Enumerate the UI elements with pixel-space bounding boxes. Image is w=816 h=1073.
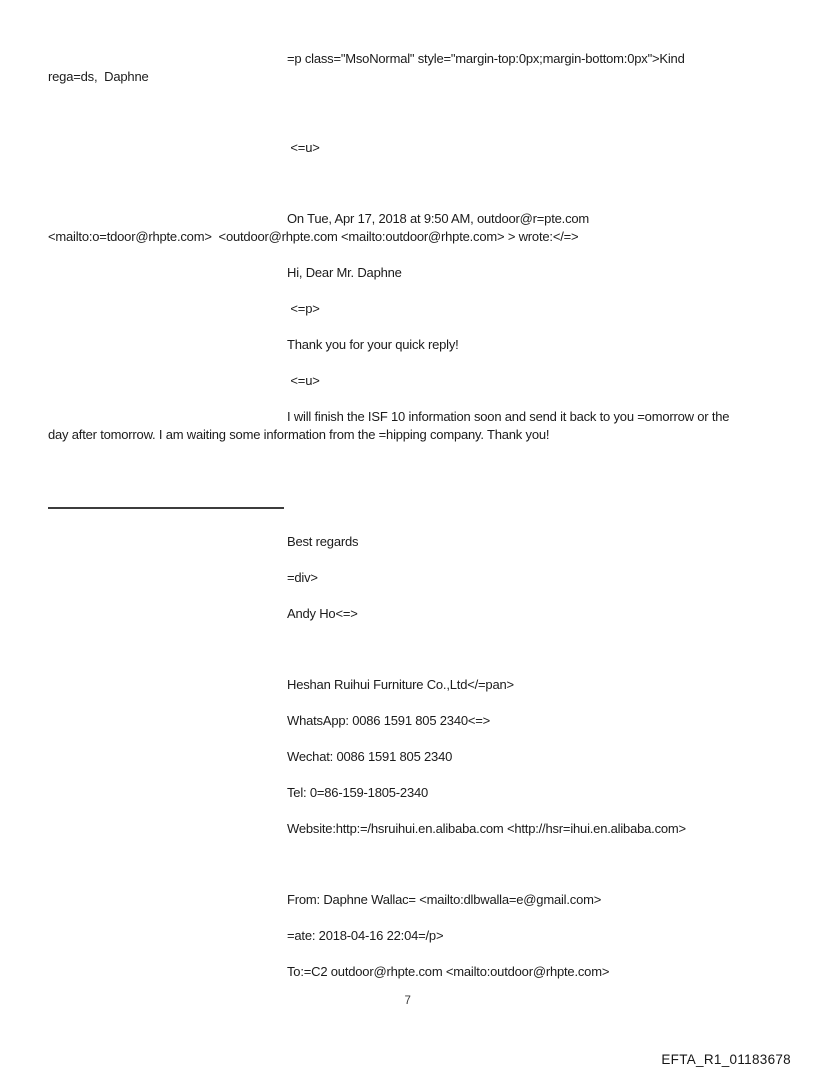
text-line: Thank you for your quick reply! bbox=[287, 337, 459, 352]
page-number: 7 bbox=[404, 995, 412, 1007]
text-line: <mailto:o=tdoor@rhpte.com> <outdoor@rhpte.com <mailto:outdoor@rhpte.com> > wrote:</=> bbox=[48, 229, 579, 244]
text-line: Tel: 0=86-159-1805-2340 bbox=[287, 785, 429, 800]
bates-number: EFTA_R1_01183678 bbox=[661, 1052, 791, 1067]
text-line: day after tomorrow. I am waiting some information from the =hipping company. Thank you! bbox=[48, 427, 550, 442]
text-line: On Tue, Apr 17, 2018 at 9:50 AM, outdoor@r=pte.com bbox=[287, 211, 590, 226]
text-line: Wechat: 0086 1591 805 2340 bbox=[287, 749, 453, 764]
text-line: Hi, Dear Mr. Daphne bbox=[287, 265, 402, 280]
text-line: From: Daphne Wallac= <mailto:dlbwalla=e@gmail.com> bbox=[287, 892, 602, 907]
text-line: rega=ds, Daphne bbox=[48, 69, 149, 84]
text-line: =p class="MsoNormal" style="margin-top:0px;margin-bottom:0px">Kind bbox=[287, 51, 685, 66]
text-line: <=p> bbox=[287, 301, 320, 316]
text-line: WhatsApp: 0086 1591 805 2340<=> bbox=[287, 713, 491, 728]
text-line: =div> bbox=[287, 570, 318, 585]
text-line: I will finish the ISF 10 information soon and send it back to you =omorrow or the bbox=[287, 409, 730, 424]
text-line: Website:http:=/hsruihui.en.alibaba.com <http://hsr=ihui.en.alibaba.com> bbox=[287, 821, 686, 836]
text-line: =ate: 2018-04-16 22:04=/p> bbox=[287, 928, 444, 943]
text-line: Andy Ho<=> bbox=[287, 606, 358, 621]
signature-separator bbox=[48, 507, 284, 509]
text-line: To:=C2 outdoor@rhpte.com <mailto:outdoor@rhpte.com> bbox=[287, 964, 610, 979]
text-line: <=u> bbox=[287, 140, 320, 155]
text-line: Heshan Ruihui Furniture Co.,Ltd</=pan> bbox=[287, 677, 514, 692]
text-line: <=u> bbox=[287, 373, 320, 388]
text-line: Best regards bbox=[287, 534, 359, 549]
